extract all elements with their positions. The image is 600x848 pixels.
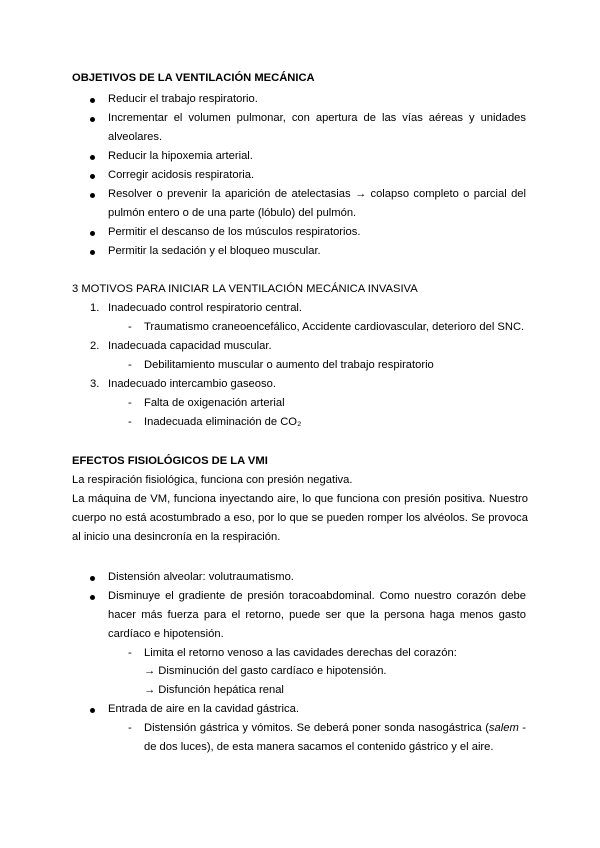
dash-icon: - (128, 397, 132, 409)
dash-icon: - (128, 722, 132, 734)
paragraph-line: cuerpo no está acostumbrado a eso, por lo que se pueden romper los alvéolos. Se provoca (72, 512, 528, 524)
sub-item: Debilitamiento muscular o aumento del trabajo respiratorio (144, 359, 434, 371)
list-item: Incrementar el volumen pulmonar, con apertura de las vías aéreas y unidades (108, 112, 526, 124)
numbered-item: Inadecuado intercambio gaseoso. (108, 378, 276, 390)
sub-item-italic: salem (488, 722, 519, 734)
numbered-item: Inadecuada capacidad muscular. (108, 340, 272, 352)
sub-item: Falta de oxigenación arterial (144, 397, 285, 409)
arrow-item: → Disminución del gasto cardíaco e hipotensión. (144, 665, 387, 677)
list-item: Disminuye el gradiente de presión toracoabdominal. Como nuestro corazón debe (108, 590, 526, 602)
dash-icon: - (128, 321, 132, 333)
list-number: 1. (90, 302, 100, 314)
numbered-item: Inadecuado control respiratorio central. (108, 302, 303, 314)
list-item: Resolver o prevenir la aparición de atelectasias → colapso completo o parcial del (108, 188, 526, 200)
sub-item: Traumatismo craneoencefálico, Accidente cardiovascular, deterioro del SNC. (144, 321, 525, 333)
bullet-icon (90, 708, 95, 713)
list-item: Permitir la sedación y el bloqueo muscular. (108, 245, 321, 257)
sub-item: Inadecuada eliminación de CO₂ (144, 416, 302, 428)
dash-icon: - (128, 359, 132, 371)
list-item-continuation: cardíaco e hipotensión. (108, 628, 224, 640)
bullet-icon (90, 155, 95, 160)
list-item: Reducir la hipoxemia arterial. (108, 150, 253, 162)
sub-item: Limita el retorno venoso a las cavidades derechas del corazón: (144, 647, 457, 659)
list-item: Permitir el descanso de los músculos respiratorios. (108, 226, 361, 238)
dash-icon: - (128, 416, 132, 428)
bullet-icon (90, 98, 95, 103)
list-item-continuation: alveolares. (108, 131, 163, 143)
section-title-motivos: 3 MOTIVOS PARA INICIAR LA VENTILACIÓN MECÁNICA INVASIVA (72, 283, 418, 295)
bullet-icon (90, 231, 95, 236)
list-item: Distensión alveolar: volutraumatismo. (108, 571, 294, 583)
bullet-icon (90, 117, 95, 122)
list-item-continuation: hacer más fuerza para el retorno, puede ser que la persona haga menos gasto (108, 609, 526, 621)
section-title-objetivos: OBJETIVOS DE LA VENTILACIÓN MECÁNICA (72, 72, 315, 84)
list-item: Corregir acidosis respiratoria. (108, 169, 255, 181)
sub-item-continuation: de dos luces), de esta manera sacamos el contenido gástrico y el aire. (144, 741, 494, 753)
sub-item-text: Distensión gástrica y vómitos. Se deberá poner sonda nasogástrica ( (144, 722, 489, 734)
list-item-continuation: pulmón entero o de una parte (lóbulo) del pulmón. (108, 207, 357, 219)
paragraph-line: La respiración fisiológica, funciona con presión negativa. (72, 474, 353, 486)
bullet-icon (90, 595, 95, 600)
bullet-icon (90, 250, 95, 255)
sub-item-text-end: - (518, 722, 526, 734)
arrow-item: → Disfunción hepática renal (144, 684, 284, 696)
paragraph-line: al inicio una desincronía en la respiración. (72, 531, 281, 543)
sub-item (144, 721, 526, 735)
list-item: Reducir el trabajo respiratorio. (108, 93, 258, 105)
bullet-icon (90, 193, 95, 198)
paragraph-line: La máquina de VM, funciona inyectando aire, lo que funciona con presión positiva. Nuestro (72, 493, 528, 505)
list-number: 3. (90, 378, 100, 390)
bullet-icon (90, 174, 95, 179)
dash-icon: - (128, 647, 132, 659)
bullet-icon (90, 576, 95, 581)
list-item: Entrada de aire en la cavidad gástrica. (108, 703, 299, 715)
section-title-efectos: EFECTOS FISIOLÓGICOS DE LA VMI (72, 455, 268, 467)
list-number: 2. (90, 340, 100, 352)
